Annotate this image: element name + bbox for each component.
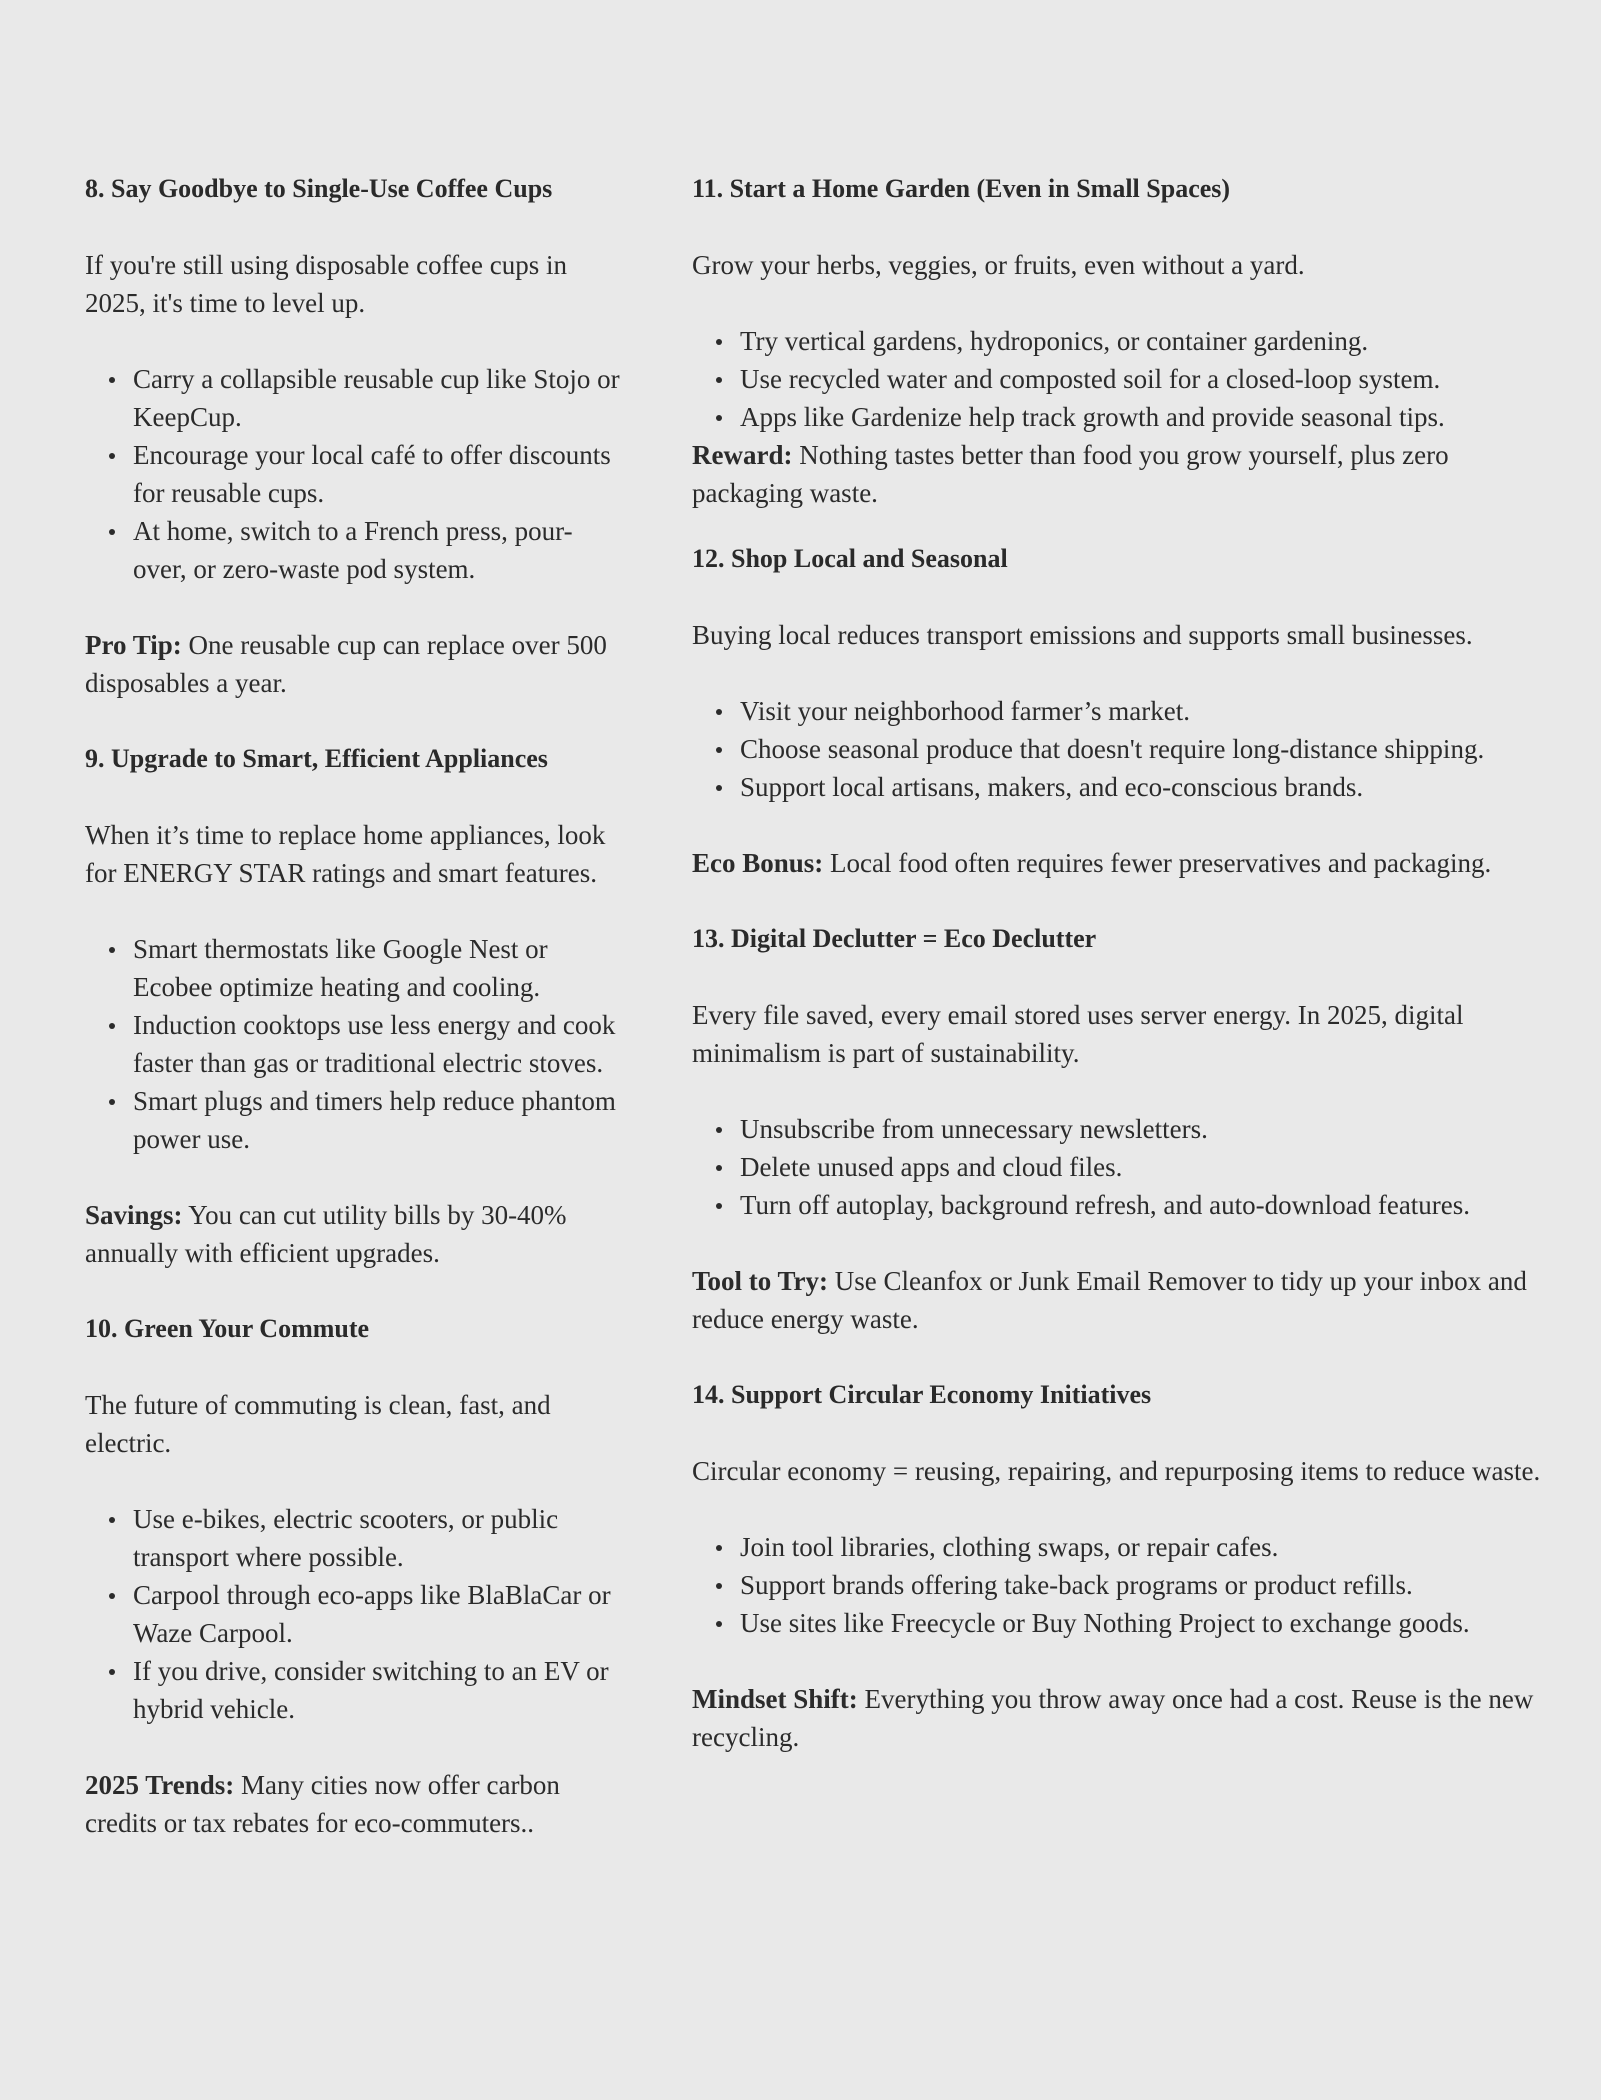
section-digital-declutter	[692, 920, 1542, 1338]
section-heading: 11. Start a Home Garden (Even in Small Spaces)	[692, 174, 1231, 203]
section-note	[692, 844, 1542, 882]
list-item: Use recycled water and composted soil for a closed-loop system.	[740, 360, 1542, 398]
section-note	[85, 1196, 620, 1272]
note-text: Nothing tastes better than food you grow yourself, plus zero packaging waste.	[692, 440, 1449, 508]
section-intro: Every file saved, every email stored uses server energy. In 2025, digital minimalism is part of sustainability.	[692, 1000, 1464, 1068]
bullet-list	[85, 1500, 620, 1728]
list-item: Visit your neighborhood farmer’s market.	[740, 692, 1542, 730]
section-intro: Buying local reduces transport emissions and supports small businesses.	[692, 620, 1473, 650]
bullet-list	[692, 692, 1542, 806]
section-intro: When it’s time to replace home appliances, look for ENERGY STAR ratings and smart features.	[85, 820, 606, 888]
bullet-list	[692, 1110, 1542, 1224]
list-item: Encourage your local café to offer discounts for reusable cups.	[133, 436, 620, 512]
section-home-garden	[692, 170, 1542, 512]
list-item: At home, switch to a French press, pour-over, or zero-waste pod system.	[133, 512, 620, 588]
list-item: Use sites like Freecycle or Buy Nothing Project to exchange goods.	[740, 1604, 1542, 1642]
bullet-list	[692, 1528, 1542, 1642]
section-intro: The future of commuting is clean, fast, and electric.	[85, 1390, 551, 1458]
list-item: Carry a collapsible reusable cup like Stojo or KeepCup.	[133, 360, 620, 436]
section-heading: 13. Digital Declutter = Eco Declutter	[692, 924, 1097, 953]
list-item: Try vertical gardens, hydroponics, or container gardening.	[740, 322, 1542, 360]
list-item: Carpool through eco-apps like BlaBlaCar or Waze Carpool.	[133, 1576, 620, 1652]
note-text: Use Cleanfox or Junk Email Remover to tidy up your inbox and reduce energy waste.	[692, 1266, 1527, 1334]
section-circular-economy	[692, 1376, 1542, 1756]
bullet-list	[85, 360, 620, 588]
section-heading: 9. Upgrade to Smart, Efficient Appliances	[85, 744, 548, 773]
section-note	[85, 1766, 620, 1842]
note-label: Reward:	[692, 440, 793, 470]
section-note	[85, 626, 620, 702]
right-column	[692, 170, 1542, 1756]
list-item: Join tool libraries, clothing swaps, or repair cafes.	[740, 1528, 1542, 1566]
note-label: Savings:	[85, 1200, 183, 1230]
list-item: Unsubscribe from unnecessary newsletters.	[740, 1110, 1542, 1148]
section-note	[692, 1262, 1542, 1338]
list-item: Apps like Gardenize help track growth and provide seasonal tips.	[740, 398, 1542, 436]
section-heading: 8. Say Goodbye to Single-Use Coffee Cups	[85, 174, 553, 203]
list-item: If you drive, consider switching to an EV or hybrid vehicle.	[133, 1652, 620, 1728]
section-heading: 10. Green Your Commute	[85, 1314, 370, 1343]
note-label: Pro Tip:	[85, 630, 182, 660]
note-text: One reusable cup can replace over 500 disposables a year.	[85, 630, 607, 698]
note-text: You can cut utility bills by 30-40% annually with efficient upgrades.	[85, 1200, 567, 1268]
note-label: 2025 Trends:	[85, 1770, 235, 1800]
list-item: Turn off autoplay, background refresh, and auto-download features.	[740, 1186, 1542, 1224]
note-text: Many cities now offer carbon credits or tax rebates for eco-commuters..	[85, 1770, 560, 1838]
note-label: Tool to Try:	[692, 1266, 829, 1296]
list-item: Use e-bikes, electric scooters, or public transport where possible.	[133, 1500, 620, 1576]
note-label: Mindset Shift:	[692, 1684, 858, 1714]
section-coffee-cups	[85, 170, 620, 702]
note-text: Local food often requires fewer preservatives and packaging.	[823, 848, 1492, 878]
section-intro: Circular economy = reusing, repairing, and repurposing items to reduce waste.	[692, 1456, 1541, 1486]
list-item: Delete unused apps and cloud files.	[740, 1148, 1542, 1186]
section-intro: If you're still using disposable coffee cups in 2025, it's time to level up.	[85, 250, 568, 318]
section-note	[692, 436, 1542, 512]
section-intro: Grow your herbs, veggies, or fruits, even without a yard.	[692, 250, 1305, 280]
list-item: Smart plugs and timers help reduce phantom power use.	[133, 1082, 620, 1158]
bullet-list	[85, 930, 620, 1158]
section-heading: 14. Support Circular Economy Initiatives	[692, 1380, 1152, 1409]
list-item: Support brands offering take-back programs or product refills.	[740, 1566, 1542, 1604]
list-item: Induction cooktops use less energy and cook faster than gas or traditional electric stoves.	[133, 1006, 620, 1082]
section-green-commute	[85, 1310, 620, 1842]
bullet-list	[692, 322, 1542, 436]
section-heading: 12. Shop Local and Seasonal	[692, 544, 1008, 573]
list-item: Choose seasonal produce that doesn't require long-distance shipping.	[740, 730, 1542, 768]
note-text: Everything you throw away once had a cost. Reuse is the new recycling.	[692, 1684, 1534, 1752]
list-item: Support local artisans, makers, and eco-conscious brands.	[740, 768, 1542, 806]
section-note	[692, 1680, 1542, 1756]
left-column	[85, 170, 620, 1842]
note-label: Eco Bonus:	[692, 848, 824, 878]
list-item: Smart thermostats like Google Nest or Ecobee optimize heating and cooling.	[133, 930, 620, 1006]
section-shop-local	[692, 540, 1542, 882]
section-smart-appliances	[85, 740, 620, 1272]
